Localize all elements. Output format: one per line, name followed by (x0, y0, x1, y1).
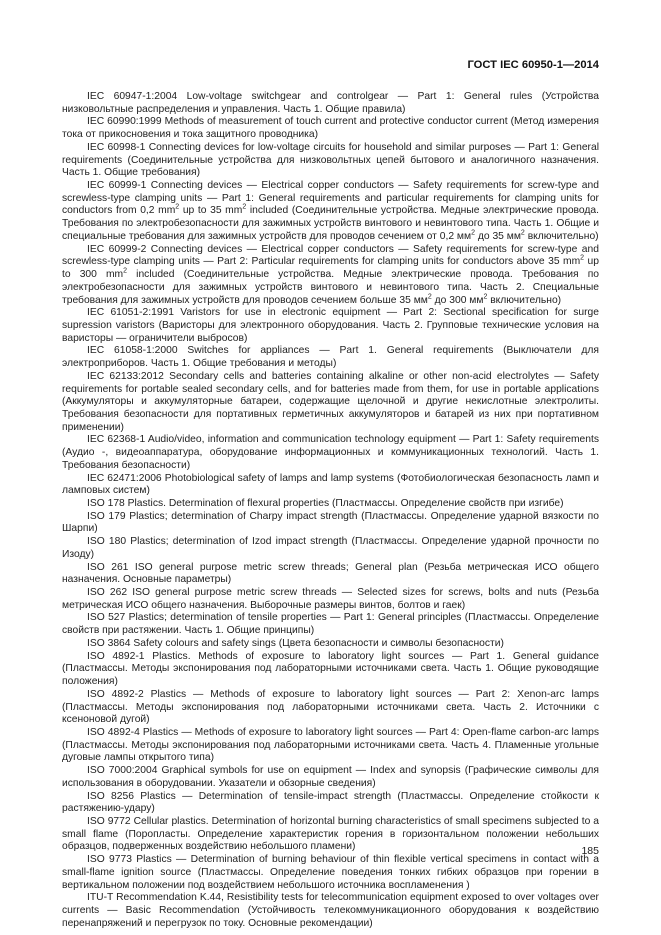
reference-text: IEC 62133:2012 Secondary cells and batteries containing alkaline or other non-acid electrolytes — Safety requirements for portable sealed secondary cells, and for batteries made from them, for use in portable applications (Аккумуляторы и аккумуляторные батареи, содержащие щелочной и другие некислотные электролиты. Требования безопасности для портативных герметичных аккумуляторов и батарей из них при портативном применении) (62, 370, 599, 433)
superscript: 2 (427, 293, 432, 301)
reference-text: включительно) (524, 230, 599, 242)
normative-references-list (62, 91, 599, 930)
reference-entry (62, 473, 599, 498)
reference-text: ITU-T Recommendation K.44, Resistibility tests for telecommunication equipment exposed to over voltages over currents — Basic Recommendation (Устойчивость телекоммуникационного оборудования к воздействию перенапряжений и перегрузок по току. Основные рекомендации) (62, 892, 599, 929)
superscript: 2 (580, 254, 585, 262)
reference-text: до 300 мм (431, 294, 484, 306)
reference-entry (62, 587, 599, 612)
reference-entry (62, 498, 599, 511)
superscript: 2 (483, 293, 488, 301)
reference-text: ISO 3864 Safety colours and safety sings (Цвета безопасности и символы безопасности) (87, 637, 504, 649)
reference-entry (62, 638, 599, 651)
reference-text: ISO 527 Plastics; determination of tensile properties — Part 1: General principles (Пластмассы. Определение свойств при растяжении. Часть 1. Общие принципы) (62, 612, 599, 637)
reference-text: ISO 4892-4 Plastics — Methods of exposure to laboratory light sources — Part 4: Open-flame carbon-arc lamps (Пластмассы. Методы экспонирования под лабораторными источниками света. Часть 4. Пламенные угольные дуговые лампы открытого типа) (62, 726, 599, 764)
reference-entry (62, 307, 599, 345)
reference-entry (62, 816, 599, 854)
reference-text: ISO 4892-1 Plastics. Methods of exposure to laboratory light sources — Part 1. General guidance (Пластмассы. Методы экспонирования под лабораторными источниками света. Часть 1. Общие руководящие положения) (62, 650, 599, 688)
reference-text: ISO 180 Plastics; determination of Izod impact strength (Пластмассы. Определение ударной прочности по Изоду) (62, 536, 599, 560)
reference-text: IEC 60999-2 Connecting devices — Electrical copper conductors — Safety requirements for screw-type and screwless-type clamping units — Part 2: Particular requirements for clamping units for conductors above 35 mm (62, 243, 599, 268)
reference-text: ISO 261 ISO general purpose metric screw threads; General plan (Резьба метрическая ИСО общего назначения. Основные параметры) (62, 561, 599, 586)
document-header-title: ГОСТ IEC 60950-1—2014 (467, 59, 599, 71)
superscript: 2 (520, 229, 525, 237)
reference-entry (62, 612, 599, 637)
reference-entry (62, 689, 599, 727)
reference-entry (62, 244, 599, 308)
reference-text: IEC 60947-1:2004 Low-voltage switchgear and controlgear — Part 1: General rules (Устройства низковольтные распределения и управления. Часть 1. Общие правила) (62, 91, 599, 115)
superscript: 2 (471, 229, 475, 237)
reference-entry (62, 854, 599, 892)
reference-entry (62, 180, 599, 244)
superscript: 2 (123, 267, 128, 275)
reference-text: IEC 60999-1 Connecting devices — Electrical copper conductors — Safety requirements for screw-type and screwless-type clamping units — Part 1: General requirements and particular requirements for clamping units for conductors from 0,2 mm (62, 180, 599, 217)
reference-entry (62, 791, 599, 816)
reference-text: ISO 179 Plastics; determination of Charpy impact strength (Пластмассы. Определение ударной вязкости по Шарпи) (62, 510, 599, 535)
reference-text: ISO 178 Plastics. Determination of flexural properties (Пластмассы. Определение свойств при изгибе) (87, 498, 564, 509)
reference-text: ISO 262 ISO general purpose metric screw threads — Selected sizes for screws, bolts and nuts (Резьба метрическая ИСО общего назначения. Выборочные размеры винтов, болтов и гаек) (62, 587, 599, 611)
reference-entry (62, 116, 599, 141)
reference-text: included (Соединительные устройства. Медные электрические провода. Требования по электробезопасности для зажимных устройств винтового и невинтового типа. Часть 2. Специальные требования для зажимных устройств для проводов сечением больше 35 мм (62, 269, 599, 306)
reference-entry (62, 345, 599, 370)
reference-text: IEC 61058-1:2000 Switches for appliances — Part 1. General requirements (Выключатели для электроприборов. Часть 1. Общие требования и методы) (62, 345, 599, 370)
reference-text: ISO 9773 Plastics — Determination of burning behaviour of thin flexible vertical specimens in contact with a small-flame ignition source (Пластмассы. Определение поведения тонких гибких образцов при горении в вертикальном положении под воздействием небольшого источника воспламенения ) (62, 854, 599, 891)
reference-entry (62, 562, 599, 587)
reference-text: ISO 4892-2 Plastics — Methods of exposure to laboratory light sources — Part 2: Xenon-arc lamps (Пластмассы. Методы экспонирования под лабораторными источниками света. Часть 2. Источники с ксеноновой дугой) (62, 688, 599, 726)
reference-text: up to 35 mm (179, 205, 243, 217)
reference-text: ISO 8256 Plastics — Determination of tensile-impact strength (Пластмассы. Определение стойкости к растяжению-удару) (62, 790, 599, 815)
reference-entry (62, 651, 599, 689)
reference-text: ISO 7000:2004 Graphical symbols for use on equipment — Index and synopsis (Графические символы для использования в оборудовании. Указатели и обзорные сведения) (62, 765, 599, 789)
reference-entry (62, 511, 599, 536)
reference-entry (62, 892, 599, 930)
reference-entry (62, 371, 599, 435)
page-number: 185 (581, 845, 599, 857)
reference-text: IEC 62471:2006 Photobiological safety of lamps and lamp systems (Фотобиологическая безопасность ламп и ламповых систем) (62, 472, 599, 497)
reference-text: IEC 62368-1 Audio/video, information and communication technology equipment — Part 1: Safety requirements (Аудио -, видеоаппаратура, оборудование информационных и коммуникационных технологий. Часть 1. Требования безопасности) (62, 434, 599, 471)
reference-text: ISO 9772 Cellular plastics. Determination of horizontal burning characteristics of small specimens subjected to a small flame (Поропласты. Определение характеристик горения в горизонтальном положении небольших образцов, подверженных воздействию небольшого пламени) (62, 815, 599, 853)
reference-entry (62, 434, 599, 472)
reference-entry (62, 765, 599, 790)
reference-text: IEC 60990:1999 Methods of measurement of touch current and protective conductor current (Метод измерения тока от прикосновения и тока защитного проводника) (62, 116, 599, 141)
reference-text: IEC 61051-2:1991 Varistors for use in electronic equipment — Part 2: Sectional specification for surge supression varistors (Варисторы для электронного оборудования. Часть 2. Групповые технические условия на варисторы — ограничители выбросов) (62, 307, 599, 344)
reference-text: up to 300 mm (62, 256, 599, 281)
reference-entry (62, 91, 599, 116)
superscript: 2 (175, 204, 180, 212)
reference-entry (62, 536, 599, 561)
reference-text: IEC 60998-1 Connecting devices for low-voltage circuits for household and similar purposes — Part 1: General requirements (Соединительные устройства для низковольтных цепей бытового и аналогичного назначения. Часть 1. Общие требования) (62, 141, 599, 179)
reference-entry (62, 727, 599, 765)
reference-text: included (Соединительные устройства. Медные электрические провода. Требования по электробезопасности для зажимных устройств винтового и невинтового типа. Часть 1. Общие и специальные требования для зажимных устройств для проводов сечением от 0,2 мм (62, 205, 599, 242)
reference-text: до 35 мм (474, 230, 521, 242)
reference-entry (62, 142, 599, 180)
reference-text: включительно) (487, 294, 562, 306)
superscript: 2 (242, 204, 247, 212)
